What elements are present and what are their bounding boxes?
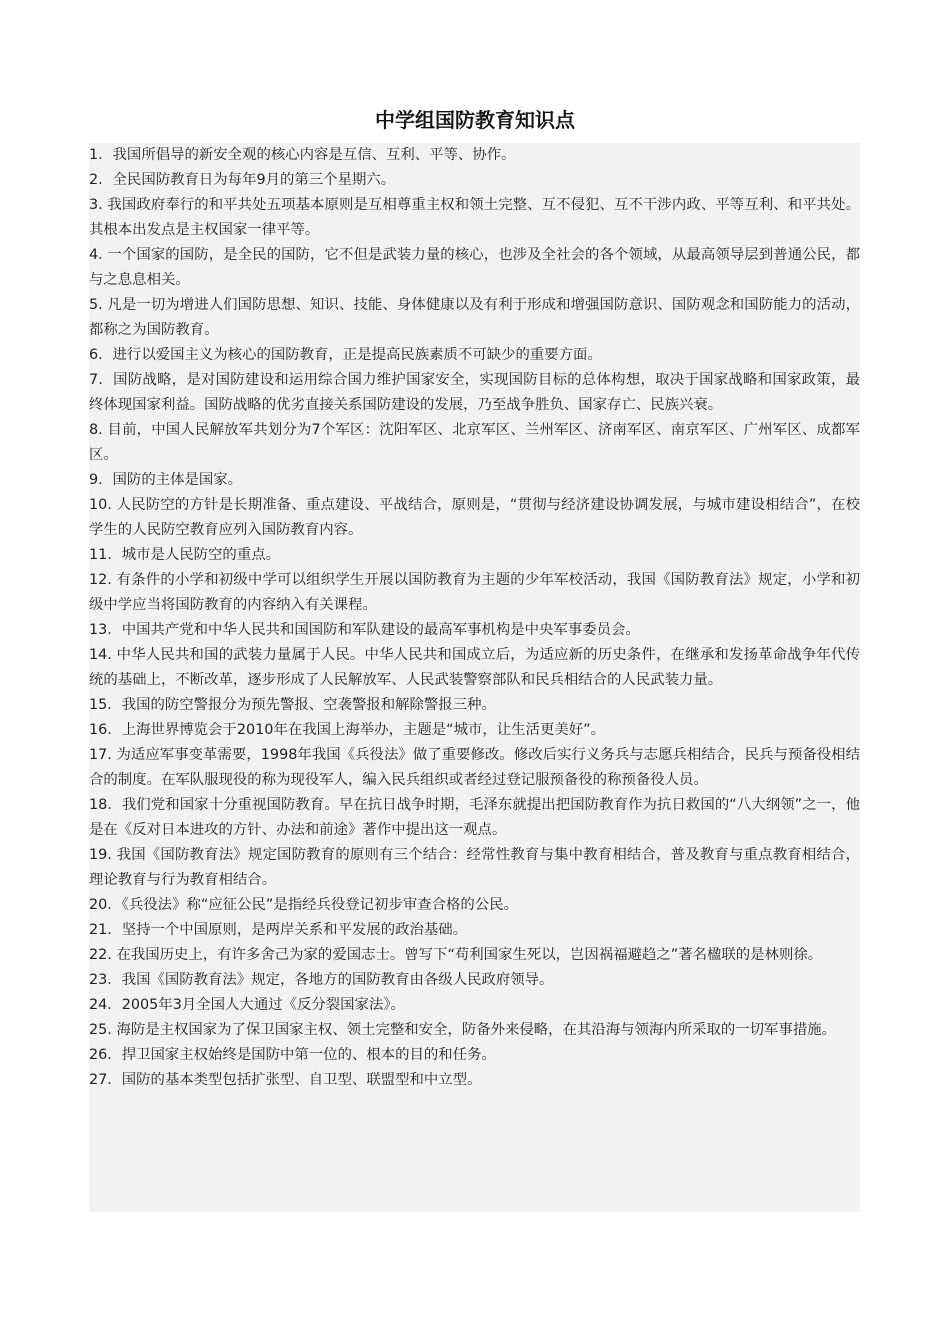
- list-item: 21．坚持一个中国原则，是两岸关系和平发展的政治基础。: [89, 922, 468, 938]
- list-item: 13．中国共产党和中华人民共和国国防和军队建设的最高军事机构是中央军事委员会。: [89, 622, 640, 638]
- list-item: 7．国防战略，是对国防建设和运用综合国力维护国家安全，实现国防目标的总体构想，取决于国家战略和国家政策，最终体现国家利益。国防战略的优劣直接关系国防建设的发展，乃至战争胜负、国家存亡、民族兴衰。: [89, 372, 860, 413]
- list-item: 26．捍卫国家主权始终是国防中第一位的、根本的目的和任务。: [89, 1047, 496, 1063]
- list-item: 16．上海世界博览会于2010年在我国上海举办，主题是“城市，让生活更美好”。: [89, 722, 605, 738]
- list-item: 10. 人民防空的方针是长期准备、重点建设、平战结合，原则是，“贯彻与经济建设协调发展，与城市建设相结合”，在校学生的人民防空教育应列入国防教育内容。: [89, 497, 860, 538]
- list-item: 15．我国的防空警报分为预先警报、空袭警报和解除警报三种。: [89, 697, 496, 713]
- list-item: 5. 凡是一切为增进人们国防思想、知识、技能、身体健康以及有利于形成和增强国防意识、国防观念和国防能力的活动，都称之为国防教育。: [89, 297, 860, 338]
- list-item: 12. 有条件的小学和初级中学可以组织学生开展以国防教育为主题的少年军校活动，我国《国防教育法》规定，小学和初级中学应当将国防教育的内容纳入有关课程。: [89, 572, 860, 613]
- list-item: 25. 海防是主权国家为了保卫国家主权、领土完整和安全，防备外来侵略，在其沿海与领海内所采取的一切军事措施。: [89, 1022, 836, 1038]
- list-item: 9．国防的主体是国家。: [89, 472, 243, 488]
- list-item: 4. 一个国家的国防，是全民的国防，它不但是武装力量的核心，也涉及全社会的各个领域，从最高领导层到普通公民，都与之息息相关。: [89, 247, 860, 288]
- list-item: 8. 目前，中国人民解放军共划分为7个军区：沈阳军区、北京军区、兰州军区、济南军区、南京军区、广州军区、成都军区。: [89, 422, 860, 463]
- document-title: 中学组国防教育知识点: [375, 108, 575, 132]
- list-item: 27．国防的基本类型包括扩张型、自卫型、联盟型和中立型。: [89, 1072, 482, 1088]
- list-item: 23．我国《国防教育法》规定，各地方的国防教育由各级人民政府领导。: [89, 972, 554, 988]
- list-item: 19. 我国《国防教育法》规定国防教育的原则有三个结合：经常性教育与集中教育相结合，普及教育与重点教育相结合，理论教育与行为教育相结合。: [89, 847, 860, 888]
- list-item: 6．进行以爱国主义为核心的国防教育，正是提高民族素质不可缺少的重要方面。: [89, 347, 602, 363]
- list-item: 3. 我国政府奉行的和平共处五项基本原则是互相尊重主权和领土完整、互不侵犯、互不干涉内政、平等互利、和平共处。其根本出发点是主权国家一律平等。: [89, 197, 860, 238]
- knowledge-points-list: [89, 143, 860, 1212]
- list-item: 1．我国所倡导的新安全观的核心内容是互信、互利、平等、协作。: [89, 147, 516, 163]
- list-item: 24．2005年3月全国人大通过《反分裂国家法》。: [89, 997, 405, 1013]
- list-item: 11．城市是人民防空的重点。: [89, 547, 280, 563]
- list-item: 22. 在我国历史上，有许多舍己为家的爱国志士。曾写下“苟利国家生死以，岂因祸福避趋之”著名楹联的是林则徐。: [89, 947, 823, 963]
- list-item: 17. 为适应军事变革需要，1998年我国《兵役法》做了重要修改。修改后实行义务兵与志愿兵相结合，民兵与预备役相结合的制度。在军队服现役的称为现役军人，编入民兵组织或者经过登记服预备役的称预备役人员。: [89, 747, 860, 788]
- list-item: 2．全民国防教育日为每年9月的第三个星期六。: [89, 172, 396, 188]
- list-item: 14. 中华人民共和国的武装力量属于人民。中华人民共和国成立后，为适应新的历史条件，在继承和发扬革命战争年代传统的基础上，不断改革，逐步形成了人民解放军、人民武装警察部队和民兵相结合的人民武装力量。: [89, 647, 860, 688]
- list-item: 18．我们党和国家十分重视国防教育。早在抗日战争时期，毛泽东就提出把国防教育作为抗日救国的“八大纲领”之一，他是在《反对日本进攻的方针、办法和前途》著作中提出这一观点。: [89, 797, 860, 838]
- list-item: 20．《兵役法》称“应征公民”是指经兵役登记初步审查合格的公民。: [89, 897, 518, 913]
